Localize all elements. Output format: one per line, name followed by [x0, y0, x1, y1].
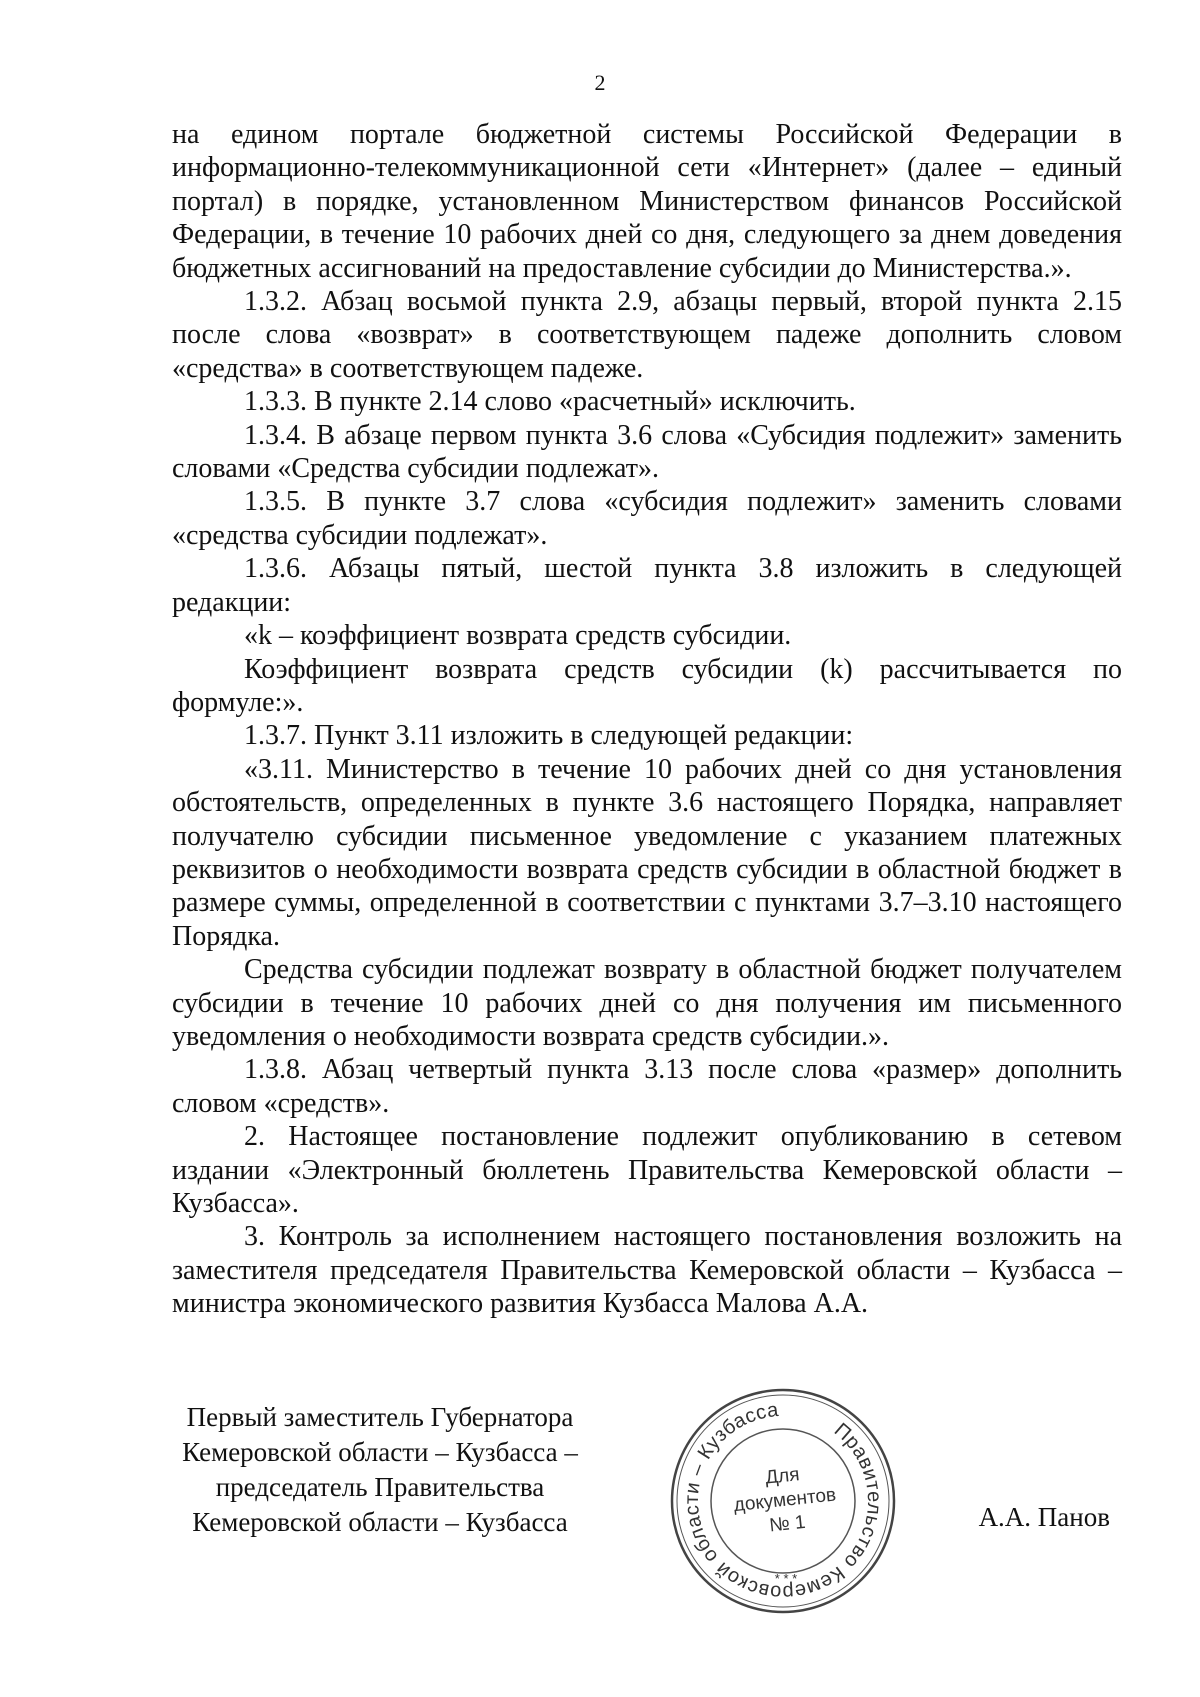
paragraph: 1.3.4. В абзаце первом пункта 3.6 слова «Субсидия подлежит» заменить словами «Средства субсидии подлежат». [172, 419, 1122, 485]
seal-center-line: Для [764, 1464, 801, 1489]
signatory-position-line: Кемеровской области – Кузбасса [192, 1507, 568, 1537]
paragraph: 1.3.6. Абзацы пятый, шестой пункта 3.8 изложить в следующей редакции: [172, 553, 1122, 618]
signatory-position-line: председатель Правительства [215, 1472, 545, 1502]
paragraph: на едином портале бюджетной системы Российской Федерации в информационно-телекоммуникационной сети «Интернет» (далее – единый портал) в порядке, установленном Министерством финансов Российской Федерации, в течение 10 рабочих дней со дня, следующего за днем доведения бюджетных ассигнований на предоставление субсидии до Министерства.». [172, 119, 1122, 284]
seal-ring-text: Правительство Кемеровской области – Кузбасса [680, 1398, 886, 1604]
official-seal [668, 1386, 898, 1616]
paragraph: 3. Контроль за исполнением настоящего постановления возложить на заместителя председателя Правительства Кемеровской области – Кузбасса – министра экономического развития Кузбасса Малова А.А. [172, 1221, 1122, 1320]
paragraph: 1.3.7. Пункт 3.11 изложить в следующей редакции: [244, 720, 854, 752]
paragraph: 1.3.3. В пункте 2.14 слово «расчетный» исключить. [244, 386, 856, 418]
signatory-position-line: Кемеровской области – Кузбасса – [182, 1437, 578, 1467]
paragraph: Средства субсидии подлежат возврату в областной бюджет получателем субсидии в течение 10 рабочих дней со дня получения им письменного уведомления о необходимости возврата средств субсидии.». [172, 954, 1122, 1052]
paragraph: 2. Настоящее постановление подлежит опубликованию в сетевом издании «Электронный бюллетень Правительства Кемеровской области – Кузбасса». [172, 1121, 1122, 1219]
paragraph: «3.11. Министерство в течение 10 рабочих дней со дня установления обстоятельств, определенных в пункте 3.6 настоящего Порядка, направляет получателю субсидии письменное уведомление с указанием платежных реквизитов о необходимости возврата средств субсидии в областной бюджет в размере суммы, определенной в соответствии с пунктами 3.7–3.10 настоящего Порядка. [172, 753, 1122, 952]
paragraph: 1.3.2. Абзац восьмой пункта 2.9, абзацы первый, второй пункта 2.15 после слова «возврат» в соответствующем падеже дополнить словом «средства» в соответствующем падеже. [172, 286, 1122, 384]
seal-stars: * * * [774, 1571, 798, 1586]
signatory-position [120, 1400, 640, 1540]
paragraph: 1.3.8. Абзац четвертый пункта 3.13 после слова «размер» дополнить словом «средств». [172, 1054, 1122, 1119]
document-body [172, 118, 1122, 1321]
signatory-name: А.А. Панов [978, 1502, 1110, 1532]
paragraph: Коэффициент возврата средств субсидии (k) рассчитывается по формуле:». [172, 653, 1122, 718]
paragraph: 1.3.5. В пункте 3.7 слова «субсидия подлежит» заменить словами «средства субсидии подлежат». [172, 486, 1122, 551]
seal-center-line: документов [732, 1484, 838, 1517]
paragraph: «k – коэффициент возврата средств субсидии. [244, 620, 792, 652]
page-number: 2 [594, 70, 606, 95]
seal-center-line: № 1 [768, 1511, 807, 1537]
signatory-position-line: Первый заместитель Губернатора [186, 1402, 574, 1432]
